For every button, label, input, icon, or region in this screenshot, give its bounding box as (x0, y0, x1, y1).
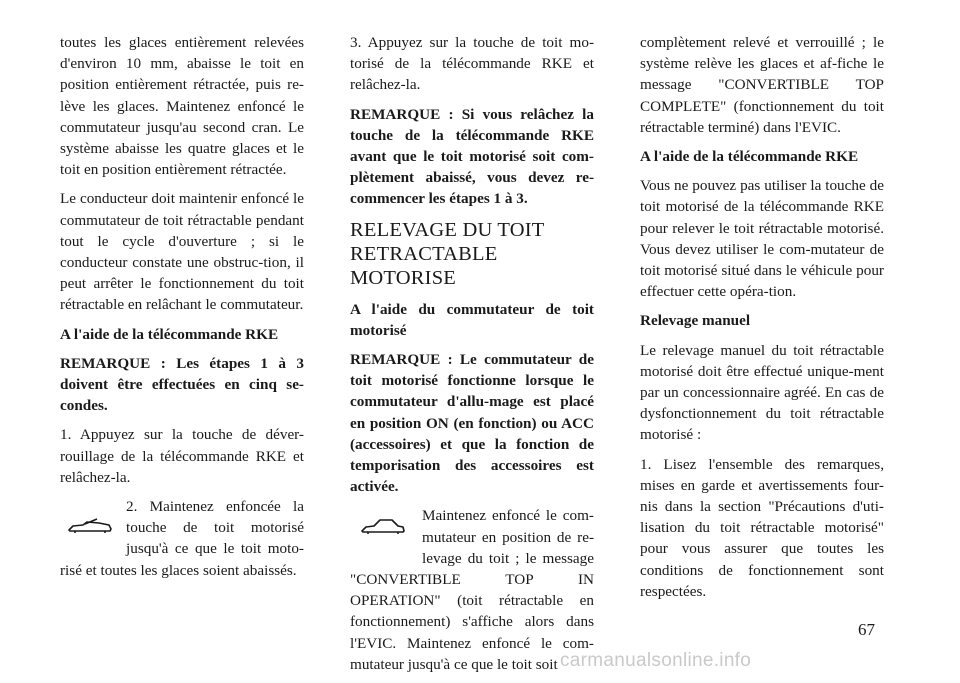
icon-paragraph (350, 505, 594, 675)
column-middle (350, 32, 594, 683)
step-1: 1. Lisez l'ensemble des remarques, mises en garde et avertissements four-nis dans la section "Précautions d'uti-lisation du toit rétractable motorisé" pour vous assurer que toutes les conditions de fonctionnement sont respectées. (640, 455, 884, 600)
subheading-rke: A l'aide de la télécommande RKE (640, 148, 859, 166)
column-right (640, 32, 884, 610)
subheading-switch: A l'aide du commutateur de toit motorisé (350, 300, 594, 339)
paragraph: Le conducteur doit maintenir enfoncé le commutateur de toit rétractable pendant tout le cycle d'ouverture ; si le conducteur constate une obstruc-tion, il peut arrêter le fonctionnement du toit rétractable en relâchant le commutateur. (60, 190, 304, 314)
paragraph: complètement relevé et verrouillé ; le système relève les glaces et af-fiche le message "CONVERTIBLE TOP COMPLETE" (fonctionnement du toit rétractable terminé) dans l'EVIC. (640, 34, 884, 136)
step-3: 3. Appuyez sur la touche de toit mo-torisé de la télécommande RKE et relâchez-la. (350, 34, 594, 94)
paragraph: Vous ne pouvez pas utiliser la touche de toit motorisé de la télécommande RKE pour relever le toit rétractable motorisé. Vous devez utiliser le com-mutateur de toit motorisé situé dans le véhicule pour effectuer cette opéra-tion. (640, 177, 884, 301)
convertible-top-up-icon (350, 505, 416, 549)
step-1: 1. Appuyez sur la touche de déver-rouillage de la télécommande RKE et relâchez-la. (60, 426, 304, 486)
note: REMARQUE : Les étapes 1 à 3 doivent être effectuées en cinq se-condes. (60, 354, 304, 415)
section-title: RELEVAGE DU TOIT RETRACTABLE MOTORISE (350, 218, 545, 289)
step-2: 2. Maintenez enfoncée la touche de toit motorisé jusqu'à ce que le toit moto-risé et toutes les glaces soient abaissés. (60, 498, 304, 579)
page-number: 67 (858, 620, 875, 639)
subheading-rke: A l'aide de la télécommande RKE (60, 325, 279, 343)
subheading-manual: Relevage manuel (640, 312, 751, 330)
paragraph: toutes les glaces entièrement relevées d'environ 10 mm, abaisse le toit en position entièrement rétractée, puis re-lève les glaces. Maintenez enfoncé le commutateur jusqu'au second cran. Le système abaisse les quatre glaces et le toit en position entièrement rétractée. (60, 34, 304, 179)
note: REMARQUE : Le commutateur de toit motorisé fonctionne lorsque le commutateur d'allu-mage est placé en position ON (en fonction) ou ACC (accessoires) et que la fonction de temporisation des accessoires est activée. (350, 351, 594, 496)
convertible-top-down-icon (60, 496, 120, 556)
step-2-block (60, 496, 304, 581)
paragraph: Maintenez enfoncé le com-mutateur en position de re-levage du toit ; le message "CONVERTIBLE TOP IN OPERATION" (toit rétractable en fonctionnement) s'affiche alors dans l'EVIC. Maintenez enfoncé le com-mutateur jusqu'à ce que le toit soit (350, 507, 594, 673)
watermark: carmanualsonline.info (560, 650, 752, 671)
column-left (60, 32, 304, 589)
note: REMARQUE : Si vous relâchez la touche de la télécommande RKE avant que le toit motorisé soit com-plètement abaissé, vous devez re-commencer les étapes 1 à 3. (350, 105, 594, 208)
paragraph: Le relevage manuel du toit rétractable motorisé doit être effectué unique-ment par un concessionnaire agréé. En cas de dysfonctionnement du toit rétractable motorisé : (640, 341, 884, 444)
